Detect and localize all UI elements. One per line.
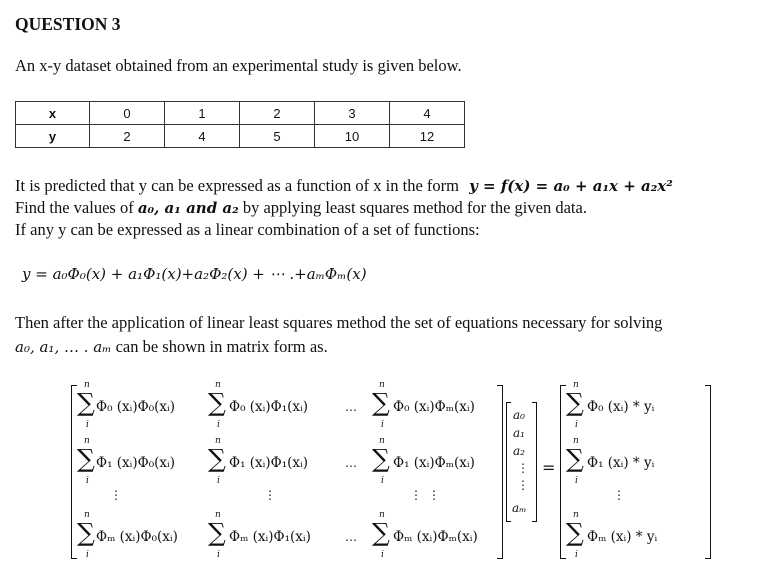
unknown-coefficients: a₀, a₁ and a₂ (137, 199, 239, 217)
text-line-3: If any y can be expressed as a linear combination of a set of functions: (15, 220, 480, 239)
sum-lower-limit: i (86, 476, 89, 486)
line2-text-a: Find the values of (15, 198, 134, 217)
sum-lower-limit: i (575, 550, 578, 560)
sum-lower-limit: i (217, 476, 220, 486)
unknown-a0: a₀ (513, 408, 525, 422)
vertical-ellipsis: ⋮ (517, 461, 529, 475)
rhs-cell: Φ₀ (xᵢ) * yᵢ (587, 399, 655, 415)
xy-data-table (15, 101, 465, 148)
sum-symbol: ∑ (566, 388, 584, 417)
table-row-x (16, 102, 465, 125)
sum-symbol: ∑ (77, 518, 95, 547)
unknown-am: aₘ (512, 501, 527, 515)
sum-symbol: ∑ (77, 444, 95, 473)
vertical-ellipsis: ⋮ (613, 488, 625, 502)
intro-text: An x-y dataset obtained from an experimental study is given below. (15, 56, 462, 75)
text-line-1 (15, 176, 673, 196)
sum-symbol: ∑ (372, 388, 390, 417)
vertical-ellipsis: ⋮ (410, 488, 422, 502)
sum-lower-limit: i (575, 420, 578, 430)
vector-bracket-open (506, 402, 511, 522)
coefficient-list: a₀, a₁, … . aₘ (15, 338, 112, 356)
vertical-ellipsis: ⋮ (517, 478, 529, 492)
sum-lower-limit: i (381, 550, 384, 560)
sum-lower-limit: i (86, 550, 89, 560)
matrix-cell: Φₘ (xᵢ)Φ₁(xᵢ) (229, 529, 311, 545)
matrix-cell: Φ₁ (xᵢ)Φ₀(xᵢ) (96, 455, 175, 471)
linear-combination-equation: y = a₀Φ₀(x) + a₁Φ₁(x)+a₂Φ₂(x) + ⋯ .+aₘΦₘ(x) (22, 265, 367, 283)
sum-upper-limit: n (573, 380, 579, 390)
matrix-cell: Φₘ (xᵢ)Φ₀(xᵢ) (96, 529, 178, 545)
unknown-a2: a₂ (513, 444, 525, 458)
vector-bracket-close (532, 402, 537, 522)
x-value-cell: 4 (390, 102, 465, 125)
sum-lower-limit: i (575, 476, 578, 486)
y-value-cell: 5 (240, 125, 315, 148)
sum-upper-limit: n (84, 380, 90, 390)
sum-upper-limit: n (215, 436, 221, 446)
sum-upper-limit: n (573, 510, 579, 520)
text-line-4: Then after the application of linear least squares method the set of equations necessary for solving (15, 313, 663, 332)
vertical-ellipsis: ⋮ (264, 488, 276, 502)
sum-upper-limit: n (573, 436, 579, 446)
horizontal-ellipsis: … (345, 400, 357, 414)
equals-sign: = (542, 458, 556, 477)
matrix-cell: Φₘ (xᵢ)Φₘ(xᵢ) (393, 529, 478, 545)
vertical-ellipsis: ⋮ (110, 488, 122, 502)
sum-upper-limit: n (379, 380, 385, 390)
line1-text: It is predicted that y can be expressed as a function of x in the form (15, 176, 459, 195)
sum-upper-limit: n (379, 436, 385, 446)
sum-upper-limit: n (84, 510, 90, 520)
y-value-cell: 10 (315, 125, 390, 148)
matrix-cell: Φ₁ (xᵢ)Φ₁(xᵢ) (229, 455, 308, 471)
sum-symbol: ∑ (77, 388, 95, 417)
line5-text: can be shown in matrix form as. (115, 337, 328, 356)
sum-symbol: ∑ (208, 388, 226, 417)
matrix-cell: Φ₀ (xᵢ)Φ₀(xᵢ) (96, 399, 175, 415)
horizontal-ellipsis: … (345, 530, 357, 544)
rhs-bracket-close (705, 385, 711, 559)
x-value-cell: 3 (315, 102, 390, 125)
sum-upper-limit: n (84, 436, 90, 446)
sum-symbol: ∑ (372, 518, 390, 547)
rhs-cell: Φ₁ (xᵢ) * yᵢ (587, 455, 655, 471)
y-value-cell: 4 (165, 125, 240, 148)
matrix-cell: Φ₁ (xᵢ)Φₘ(xᵢ) (393, 455, 475, 471)
horizontal-ellipsis: … (345, 456, 357, 470)
x-value-cell: 1 (165, 102, 240, 125)
unknown-a1: a₁ (513, 426, 525, 440)
rhs-cell: Φₘ (xᵢ) * yᵢ (587, 529, 658, 545)
sum-upper-limit: n (379, 510, 385, 520)
x-value-cell: 0 (90, 102, 165, 125)
sum-symbol: ∑ (566, 518, 584, 547)
text-line-2 (15, 198, 587, 218)
line2-text-b: by applying least squares method for the given data. (242, 198, 587, 217)
model-formula: y = f(x) = a₀ + a₁x + a₂x² (469, 177, 673, 195)
left-bracket-close (497, 385, 503, 559)
question-title: QUESTION 3 (15, 14, 121, 34)
vertical-ellipsis: ⋮ (428, 488, 440, 502)
matrix-cell: Φ₀ (xᵢ)Φₘ(xᵢ) (393, 399, 475, 415)
sum-upper-limit: n (215, 380, 221, 390)
matrix-cell: Φ₀ (xᵢ)Φ₁(xᵢ) (229, 399, 308, 415)
sum-lower-limit: i (86, 420, 89, 430)
row-label-x: x (16, 102, 90, 125)
table-row-y (16, 125, 465, 148)
sum-symbol: ∑ (208, 518, 226, 547)
sum-lower-limit: i (217, 420, 220, 430)
sum-lower-limit: i (381, 476, 384, 486)
sum-symbol: ∑ (372, 444, 390, 473)
sum-upper-limit: n (215, 510, 221, 520)
sum-symbol: ∑ (208, 444, 226, 473)
sum-lower-limit: i (217, 550, 220, 560)
y-value-cell: 12 (390, 125, 465, 148)
sum-lower-limit: i (381, 420, 384, 430)
y-value-cell: 2 (90, 125, 165, 148)
row-label-y: y (16, 125, 90, 148)
x-value-cell: 2 (240, 102, 315, 125)
sum-symbol: ∑ (566, 444, 584, 473)
text-line-5 (15, 337, 328, 357)
